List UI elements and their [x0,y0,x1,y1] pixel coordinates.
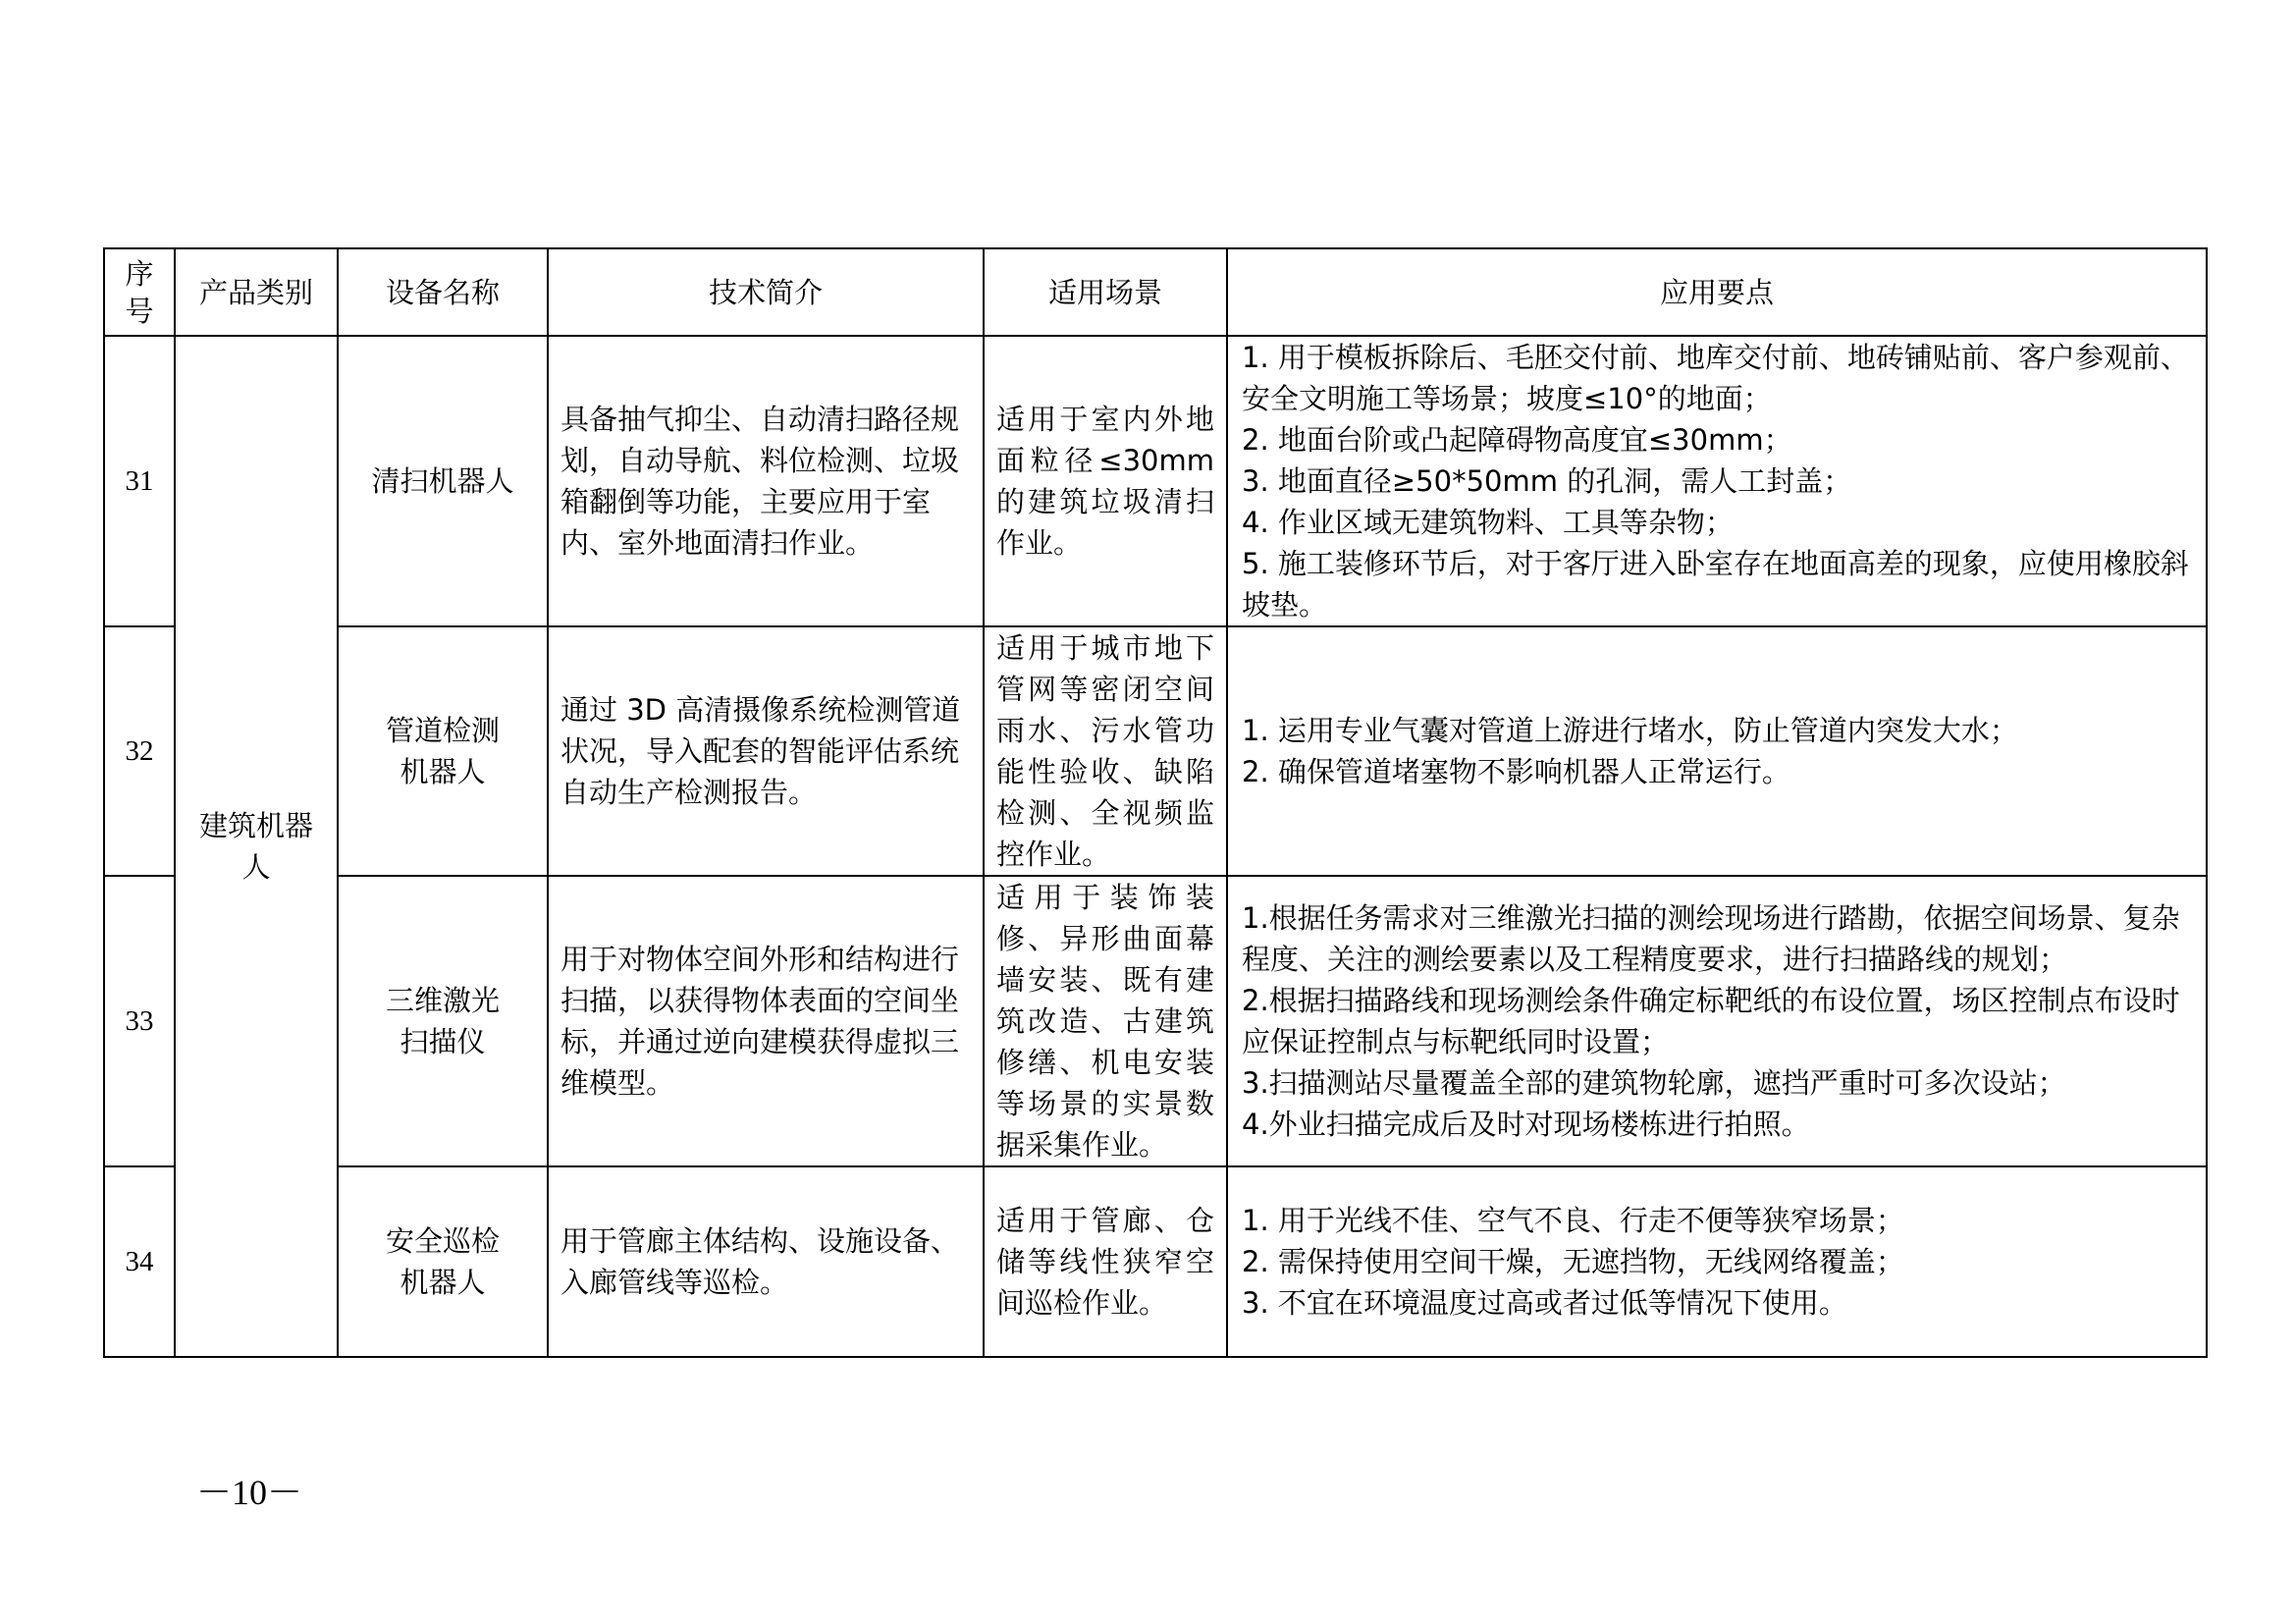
table-row [104,876,2207,1166]
applicable-scene: 适用于装饰装修、异形曲面幕墙安装、既有建筑改造、古建筑修缮、机电安装等场景的实景数据采集作业。 [984,876,1227,1166]
table-row [104,336,2207,626]
point-item: 1. 用于模板拆除后、毛胚交付前、地库交付前、地砖铺贴前、客户参观前、安全文明施工等场景；坡度≤10°的地面； [1242,341,2189,415]
tech-intro: 用于管廊主体结构、设施设备、入廊管线等巡检。 [548,1166,984,1357]
point-item: 2. 地面台阶或凸起障碍物高度宜≤30mm； [1242,423,1792,457]
header-intro: 技术简介 [548,248,984,336]
header-category: 产品类别 [175,248,338,336]
row-number: 31 [104,336,175,626]
applicable-scene: 适用于室内外地面粒径≤30mm 的建筑垃圾清扫作业。 [984,336,1227,626]
point-item: 2. 确保管道堵塞物不影响机器人正常运行。 [1242,755,1790,788]
point-item: 1.根据任务需求对三维激光扫描的测绘现场进行踏勘，依据空间场景、复杂程度、关注的测绘要素以及工程精度要求，进行扫描路线的规划； [1242,901,2180,976]
application-points [1227,876,2207,1166]
table-header-row [104,248,2207,336]
application-points [1227,626,2207,876]
header-name: 设备名称 [338,248,548,336]
point-item: 3. 地面直径≥50*50mm 的孔洞，需人工封盖； [1242,464,1852,498]
applicable-scene: 适用于城市地下管网等密闭空间雨水、污水管功能性验收、缺陷检测、全视频监控作业。 [984,626,1227,876]
application-points [1227,1166,2207,1357]
device-name: 安全巡检机器人 [338,1166,548,1357]
point-item: 3.扫描测站尽量覆盖全部的建筑物轮廓，遮挡严重时可多次设站； [1242,1066,2066,1100]
equipment-table [103,247,2208,1358]
point-item: 1. 运用专业气囊对管道上游进行堵水，防止管道内突发大水； [1242,714,2018,747]
device-name: 管道检测机器人 [338,626,548,876]
point-item: 1. 用于光线不佳、空气不良、行走不便等狭窄场景； [1242,1204,1904,1237]
point-item: 2. 需保持使用空间干燥，无遮挡物，无线网络覆盖； [1242,1245,1904,1278]
device-name: 清扫机器人 [338,336,548,626]
header-points: 应用要点 [1227,248,2207,336]
application-points [1227,336,2207,626]
point-item: 4. 作业区域无建筑物料、工具等杂物； [1242,506,1734,539]
applicable-scene: 适用于管廊、仓储等线性狭窄空间巡检作业。 [984,1166,1227,1357]
product-category: 建筑机器人 [175,336,338,1357]
tech-intro: 用于对物体空间外形和结构进行扫描，以获得物体表面的空间坐标，并通过逆向建模获得虚拟三维模型。 [548,876,984,1166]
row-number: 32 [104,626,175,876]
point-item: 3. 不宜在环境温度过高或者过低等情况下使用。 [1242,1286,1847,1320]
tech-intro: 具备抽气抑尘、自动清扫路径规划，自动导航、料位检测、垃圾箱翻倒等功能，主要应用于室内、室外地面清扫作业。 [548,336,984,626]
tech-intro: 通过 3D 高清摄像系统检测管道状况，导入配套的智能评估系统自动生产检测报告。 [548,626,984,876]
header-scene: 适用场景 [984,248,1227,336]
page-number: －10－ [196,1473,303,1512]
row-number: 34 [104,1166,175,1357]
device-name: 三维激光扫描仪 [338,876,548,1166]
point-item: 2.根据扫描路线和现场测绘条件确定标靶纸的布设位置，场区控制点布设时应保证控制点与标靶纸同时设置； [1242,984,2180,1058]
point-item: 5. 施工装修环节后，对于客厅进入卧室存在地面高差的现象，应使用橡胶斜坡垫。 [1242,547,2189,622]
header-num: 序号 [104,248,175,336]
row-number: 33 [104,876,175,1166]
table-row [104,1166,2207,1357]
point-item: 4.外业扫描完成后及时对现场楼栋进行拍照。 [1242,1108,1810,1141]
table-row [104,626,2207,876]
